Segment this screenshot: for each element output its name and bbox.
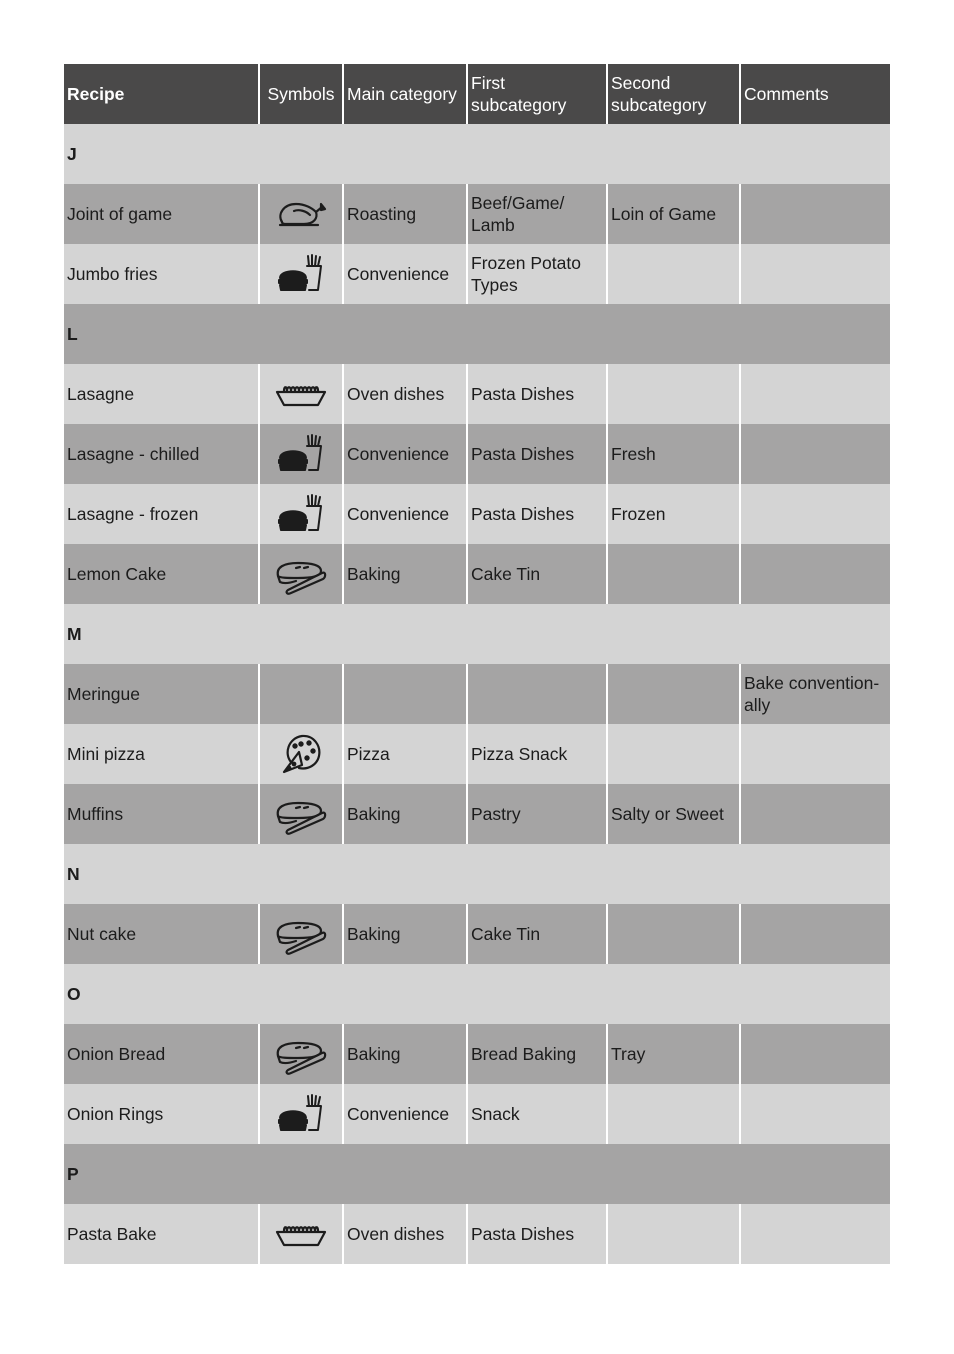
cell-recipe: Joint of game — [67, 204, 173, 224]
section-letter: L — [67, 324, 78, 344]
cell-first-subcategory: Pastry — [466, 784, 606, 844]
bread-icon — [274, 552, 328, 596]
cell-main-category: Roasting — [342, 184, 466, 244]
header-symbols: Symbols — [258, 64, 342, 124]
cell-comments — [739, 244, 890, 304]
cell-comments — [739, 1084, 890, 1144]
header-main-category: Main category — [342, 64, 466, 124]
cell-second-subcategory — [606, 904, 739, 964]
cell-comments — [739, 1204, 890, 1264]
cell-comments — [739, 424, 890, 484]
table-row — [64, 184, 890, 244]
cell-second-subcategory — [606, 544, 739, 604]
table-row — [64, 724, 890, 784]
cell-recipe: Lasagne — [67, 384, 135, 404]
table-row — [64, 784, 890, 844]
header-first-subcategory: First subcategory — [466, 64, 606, 124]
cell-second-subcategory: Tray — [606, 1024, 739, 1084]
cell-second-subcategory — [606, 664, 739, 724]
cell-comments — [739, 1024, 890, 1084]
casserole-dish-icon — [274, 372, 328, 416]
casserole-dish-icon — [274, 1212, 328, 1256]
cell-symbol — [258, 1024, 342, 1084]
section-letter-row — [64, 124, 890, 184]
table-row — [64, 1024, 890, 1084]
cell-first-subcategory: Beef/Game/ Lamb — [466, 184, 606, 244]
cell-second-subcategory: Frozen — [606, 484, 739, 544]
cell-first-subcategory: Pasta Dishes — [466, 484, 606, 544]
table-row — [64, 424, 890, 484]
cell-second-subcategory — [606, 364, 739, 424]
cell-recipe: Onion Rings — [67, 1104, 164, 1124]
table-row — [64, 244, 890, 304]
cell-second-subcategory — [606, 1084, 739, 1144]
section-letter-row — [64, 844, 890, 904]
section-letter: M — [67, 624, 82, 644]
cell-second-subcategory: Fresh — [606, 424, 739, 484]
cell-second-subcategory — [606, 1204, 739, 1264]
cell-recipe: Lemon Cake — [67, 564, 167, 584]
cell-main-category — [342, 664, 466, 724]
fast-food-icon — [274, 492, 328, 536]
table-body — [64, 124, 890, 1264]
cell-main-category: Convenience — [342, 484, 466, 544]
cell-recipe: Meringue — [67, 684, 140, 704]
header-comments: Comments — [739, 64, 890, 124]
cell-comments — [739, 724, 890, 784]
cell-first-subcategory: Bread Baking — [466, 1024, 606, 1084]
cell-symbol — [258, 424, 342, 484]
bread-icon — [274, 792, 328, 836]
cell-main-category: Baking — [342, 1024, 466, 1084]
cell-main-category: Convenience — [342, 244, 466, 304]
table-row — [64, 364, 890, 424]
cell-second-subcategory — [606, 244, 739, 304]
cell-main-category: Baking — [342, 544, 466, 604]
table-row — [64, 484, 890, 544]
roast-chicken-icon — [274, 192, 328, 236]
cell-symbol — [258, 184, 342, 244]
cell-main-category: Oven dishes — [342, 1204, 466, 1264]
cell-recipe: Muffins — [67, 804, 124, 824]
cell-first-subcategory: Pizza Snack — [466, 724, 606, 784]
cell-recipe: Nut cake — [67, 924, 137, 944]
recipe-table — [64, 64, 890, 1264]
cell-first-subcategory: Snack — [466, 1084, 606, 1144]
cell-second-subcategory: Loin of Game — [606, 184, 739, 244]
cell-recipe: Jumbo fries — [67, 264, 158, 284]
cell-symbol — [258, 904, 342, 964]
bread-icon — [274, 1032, 328, 1076]
cell-main-category: Pizza — [342, 724, 466, 784]
cell-main-category: Baking — [342, 904, 466, 964]
cell-second-subcategory — [606, 724, 739, 784]
fast-food-icon — [274, 432, 328, 476]
cell-main-category: Convenience — [342, 1084, 466, 1144]
cell-main-category: Oven dishes — [342, 364, 466, 424]
cell-comments — [739, 784, 890, 844]
cell-recipe: Onion Bread — [67, 1044, 166, 1064]
table-row — [64, 664, 890, 724]
table-header-row — [64, 64, 890, 124]
cell-symbol — [258, 544, 342, 604]
cell-recipe: Pasta Bake — [67, 1224, 157, 1244]
cell-symbol — [258, 1204, 342, 1264]
header-recipe: Recipe — [67, 84, 125, 104]
table-row — [64, 544, 890, 604]
table-row — [64, 1204, 890, 1264]
cell-recipe: Lasagne - chilled — [67, 444, 200, 464]
cell-symbol — [258, 244, 342, 304]
cell-recipe: Lasagne - frozen — [67, 504, 199, 524]
section-letter: O — [67, 984, 81, 1004]
cell-comments: Bake convention- ally — [739, 664, 890, 724]
cell-first-subcategory: Cake Tin — [466, 904, 606, 964]
section-letter-row — [64, 1144, 890, 1204]
pizza-icon — [274, 732, 328, 776]
cell-comments — [739, 484, 890, 544]
header-second-subcategory: Second subcategory — [606, 64, 739, 124]
fast-food-icon — [274, 1092, 328, 1136]
cell-first-subcategory: Pasta Dishes — [466, 1204, 606, 1264]
cell-second-subcategory: Salty or Sweet — [606, 784, 739, 844]
cell-first-subcategory: Cake Tin — [466, 544, 606, 604]
cell-first-subcategory: Pasta Dishes — [466, 364, 606, 424]
cell-symbol — [258, 724, 342, 784]
cell-symbol — [258, 784, 342, 844]
cell-symbol — [258, 664, 342, 724]
section-letter-row — [64, 304, 890, 364]
cell-main-category: Convenience — [342, 424, 466, 484]
section-letter-row — [64, 604, 890, 664]
section-letter: N — [67, 864, 80, 884]
fast-food-icon — [274, 252, 328, 296]
cell-symbol — [258, 364, 342, 424]
section-letter-row — [64, 964, 890, 1024]
cell-first-subcategory — [466, 664, 606, 724]
cell-first-subcategory: Frozen Potato Types — [466, 244, 606, 304]
cell-first-subcategory: Pasta Dishes — [466, 424, 606, 484]
bread-icon — [274, 912, 328, 956]
cell-main-category: Baking — [342, 784, 466, 844]
cell-comments — [739, 544, 890, 604]
table-row — [64, 904, 890, 964]
section-letter: P — [67, 1164, 79, 1184]
cell-comments — [739, 904, 890, 964]
table-row — [64, 1084, 890, 1144]
cell-comments — [739, 184, 890, 244]
cell-symbol — [258, 484, 342, 544]
section-letter: J — [67, 144, 77, 164]
cell-symbol — [258, 1084, 342, 1144]
cell-recipe: Mini pizza — [67, 744, 145, 764]
cell-comments — [739, 364, 890, 424]
